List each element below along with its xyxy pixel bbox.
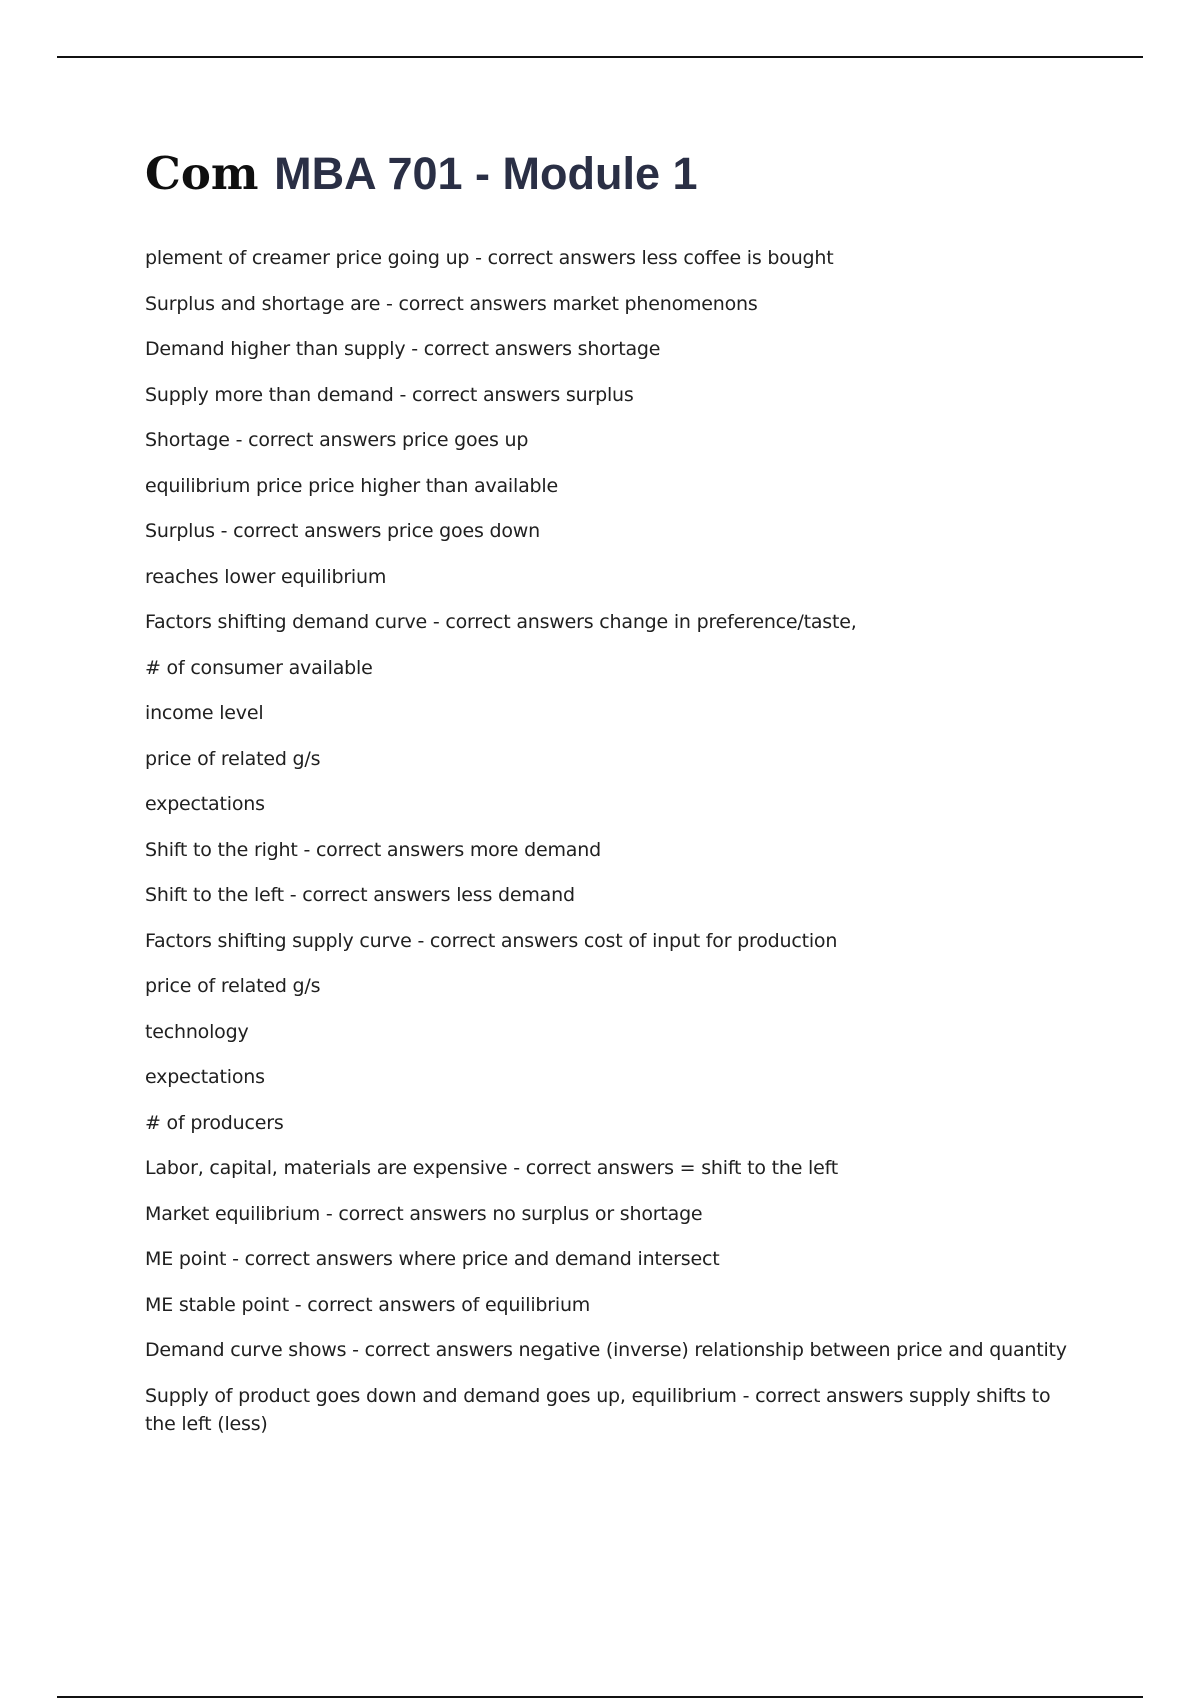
list-item: income level xyxy=(145,702,264,724)
list-item: price of related g/s xyxy=(145,975,321,997)
list-item: Demand curve shows - correct answers negative (inverse) relationship between price and quantity xyxy=(145,1339,1067,1361)
top-divider xyxy=(57,56,1143,58)
list-item: plement of creamer price going up - correct answers less coffee is bought xyxy=(145,247,834,269)
list-item: Labor, capital, materials are expensive - correct answers = shift to the left xyxy=(145,1157,838,1179)
list-item: Shift to the left - correct answers less demand xyxy=(145,884,575,906)
list-item: Surplus - correct answers price goes down xyxy=(145,520,540,542)
list-item: expectations xyxy=(145,793,265,815)
list-item: ME point - correct answers where price and demand intersect xyxy=(145,1248,720,1270)
list-item: # of consumer available xyxy=(145,656,373,679)
list-item: price of related g/s xyxy=(145,747,321,770)
list-item: Shortage - correct answers price goes up xyxy=(145,429,529,451)
list-item: expectations xyxy=(145,1066,265,1088)
list-item: Demand higher than supply - correct answers shortage xyxy=(145,338,661,360)
list-item: ME stable point - correct answers of equilibrium xyxy=(145,1293,591,1316)
list-item: # of producers xyxy=(145,1111,284,1134)
list-item: Factors shifting demand curve - correct answers change in preference/taste, xyxy=(145,611,857,633)
list-item: Supply of product goes down and demand goes up, equilibrium - correct answers supply shifts to the left (less) xyxy=(145,1384,1051,1435)
qa-list xyxy=(145,244,1080,1455)
list-item: Supply more than demand - correct answers surplus xyxy=(145,383,634,406)
list-item: Surplus and shortage are - correct answers market phenomenons xyxy=(145,292,758,315)
list-item: reaches lower equilibrium xyxy=(145,565,387,588)
list-item: technology xyxy=(145,1020,249,1043)
list-item: Market equilibrium - correct answers no surplus or shortage xyxy=(145,1202,703,1225)
list-item: equilibrium price price higher than available xyxy=(145,474,558,497)
title-main: MBA 701 - Module 1 xyxy=(274,148,698,199)
bottom-divider xyxy=(57,1696,1143,1698)
list-item: Factors shifting supply curve - correct answers cost of input for production xyxy=(145,929,838,952)
page-title xyxy=(145,138,698,210)
list-item: Shift to the right - correct answers more demand xyxy=(145,838,601,861)
title-prefix: Com xyxy=(145,147,259,200)
